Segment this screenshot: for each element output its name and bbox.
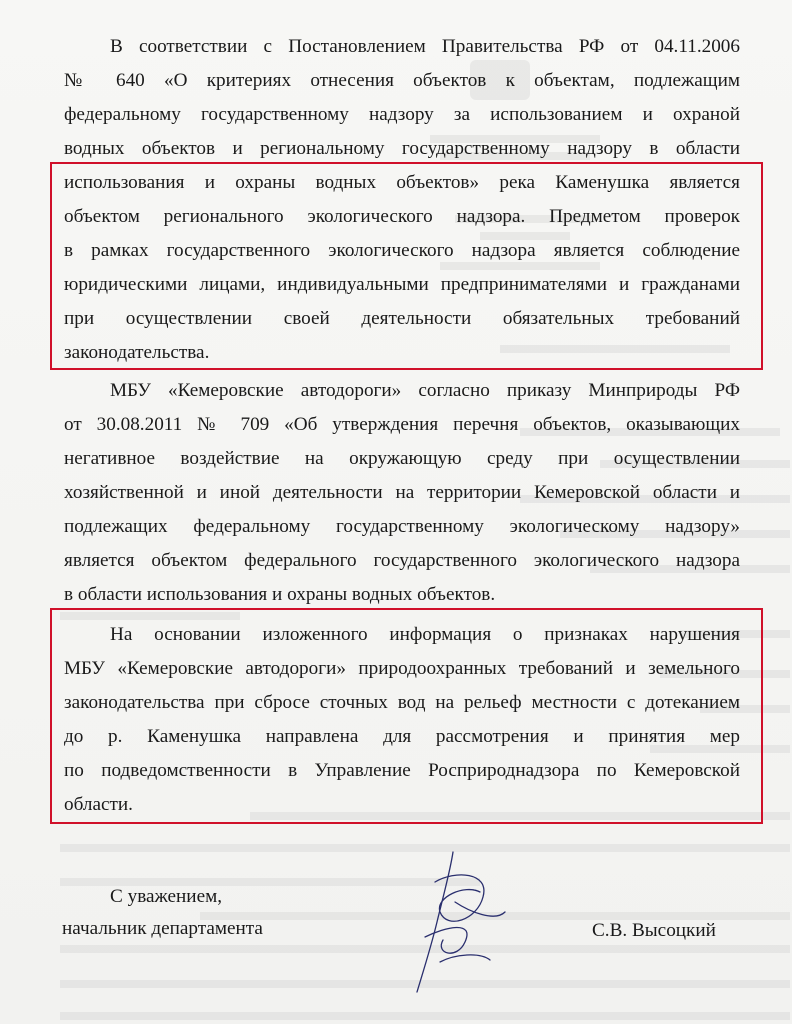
highlight-box-regional-supervision: [50, 162, 763, 370]
text-line: законодательства.: [64, 342, 210, 363]
text-line: подлежащих федеральному государственному экологическому надзору»: [64, 516, 740, 537]
text-line: № 640 «О критериях отнесения объектов к объектам, подлежащим: [64, 70, 740, 91]
text-line: МБУ «Кемеровские автодороги» согласно приказу Минприроды РФ: [110, 380, 740, 401]
text-line: водных объектов и региональному государственному надзору в области: [64, 138, 740, 159]
signer-name: С.В. Высоцкий: [592, 920, 716, 941]
text-line: На основании изложенного информация о признаках нарушения: [110, 624, 740, 645]
text-line: юридическими лицами, индивидуальными предпринимателями и гражданами: [64, 274, 740, 295]
text-line: от 30.08.2011 № 709 «Об утверждения перечня объектов, оказывающих: [64, 414, 740, 435]
closing-regards: С уважением,: [110, 886, 223, 907]
text-line: по подведомственности в Управление Росприроднадзора по Кемеровской: [64, 760, 740, 781]
text-line: в рамках государственного экологического надзора является соблюдение: [64, 240, 740, 261]
paragraph-federal-supervision: [64, 374, 740, 612]
text-line: законодательства при сбросе сточных вод на рельеф местности с дотеканием: [64, 692, 740, 713]
text-line: МБУ «Кемеровские автодороги» природоохранных требований и земельного: [64, 658, 740, 679]
text-line: хозяйственной и иной деятельности на территории Кемеровской области и: [64, 482, 740, 503]
text-line: является объектом федерального государственного экологического надзора: [64, 550, 740, 571]
text-line: при осуществлении своей деятельности обязательных требований: [64, 308, 740, 329]
text-line: использования и охраны водных объектов» река Каменушка является: [64, 172, 740, 193]
text-line: объектом регионального экологического надзора. Предметом проверок: [64, 206, 740, 227]
text-line: негативное воздействие на окружающую среду при осуществлении: [64, 448, 740, 469]
text-line: в области использования и охраны водных объектов.: [64, 584, 496, 605]
signer-position: начальник департамента: [62, 918, 263, 939]
text-line: области.: [64, 794, 133, 815]
text-line: до р. Каменушка направлена для рассмотрения и принятия мер: [64, 726, 740, 747]
highlight-box-conclusion: [50, 608, 763, 824]
handwritten-signature: [395, 842, 525, 1002]
text-line: федеральному государственному надзору за использованием и охраной: [64, 104, 740, 125]
text-line: В соответствии с Постановлением Правительства РФ от 04.11.2006: [110, 36, 740, 57]
